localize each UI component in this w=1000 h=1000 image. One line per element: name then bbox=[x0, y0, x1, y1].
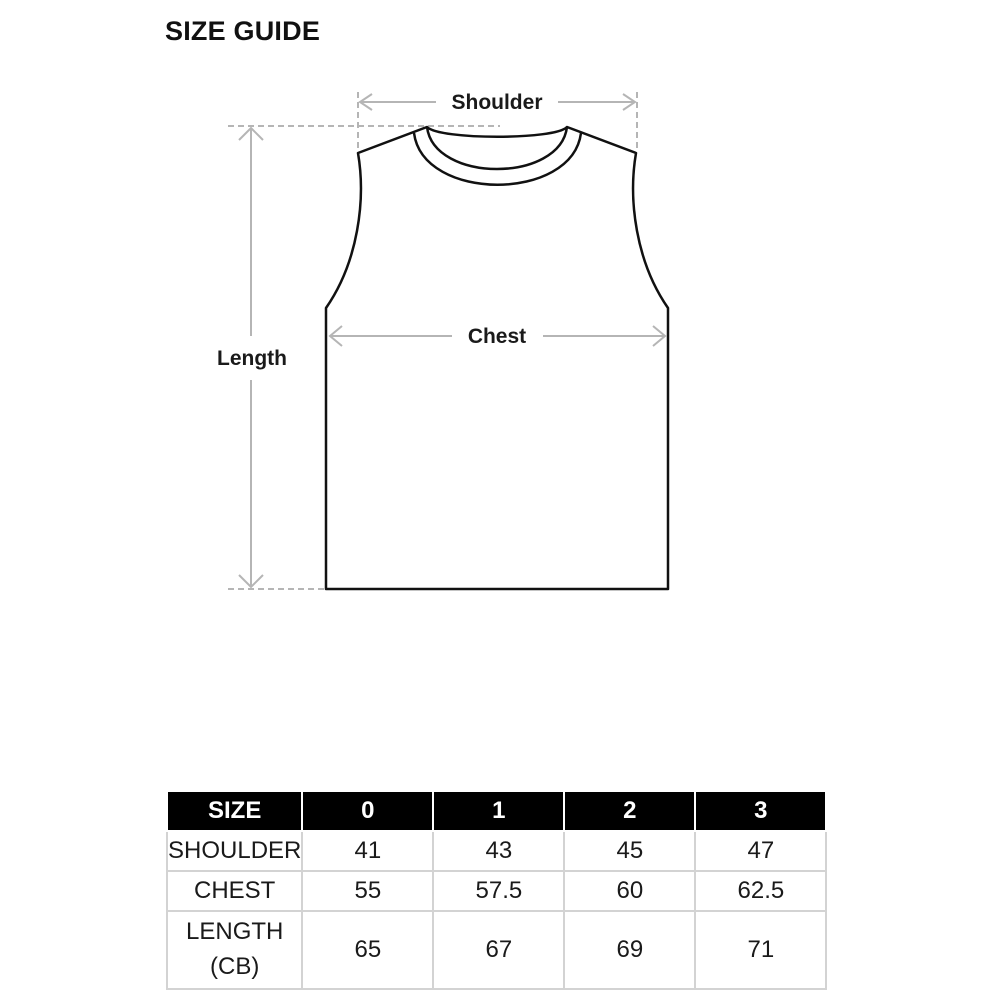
table-cell: 62.5 bbox=[695, 871, 826, 911]
table-header-size-0: 0 bbox=[302, 791, 433, 831]
table-header-size-2: 2 bbox=[564, 791, 695, 831]
table-header-size-1: 1 bbox=[433, 791, 564, 831]
chest-label: Chest bbox=[467, 325, 527, 348]
row-label-shoulder: SHOULDER bbox=[167, 831, 302, 871]
table-row-length bbox=[167, 911, 826, 989]
table-row-chest bbox=[167, 871, 826, 911]
table-cell: 69 bbox=[564, 911, 695, 989]
table-cell: 55 bbox=[302, 871, 433, 911]
length-label: Length bbox=[217, 347, 287, 370]
table-header-row bbox=[167, 791, 826, 831]
table-cell: 45 bbox=[564, 831, 695, 871]
table-cell: 57.5 bbox=[433, 871, 564, 911]
tank-top-outline bbox=[326, 127, 668, 589]
table-cell: 67 bbox=[433, 911, 564, 989]
page-title: SIZE GUIDE bbox=[165, 16, 321, 46]
row-label-length: LENGTH (CB) bbox=[167, 911, 302, 989]
size-table bbox=[166, 790, 827, 990]
table-cell: 47 bbox=[695, 831, 826, 871]
table-cell: 65 bbox=[302, 911, 433, 989]
table-header-size-3: 3 bbox=[695, 791, 826, 831]
shoulder-label: Shoulder bbox=[451, 91, 543, 114]
table-cell: 41 bbox=[302, 831, 433, 871]
table-cell: 71 bbox=[695, 911, 826, 989]
table-row-shoulder bbox=[167, 831, 826, 871]
row-label-chest: CHEST bbox=[167, 871, 302, 911]
table-cell: 43 bbox=[433, 831, 564, 871]
table-header-size: SIZE bbox=[167, 791, 302, 831]
table-cell: 60 bbox=[564, 871, 695, 911]
